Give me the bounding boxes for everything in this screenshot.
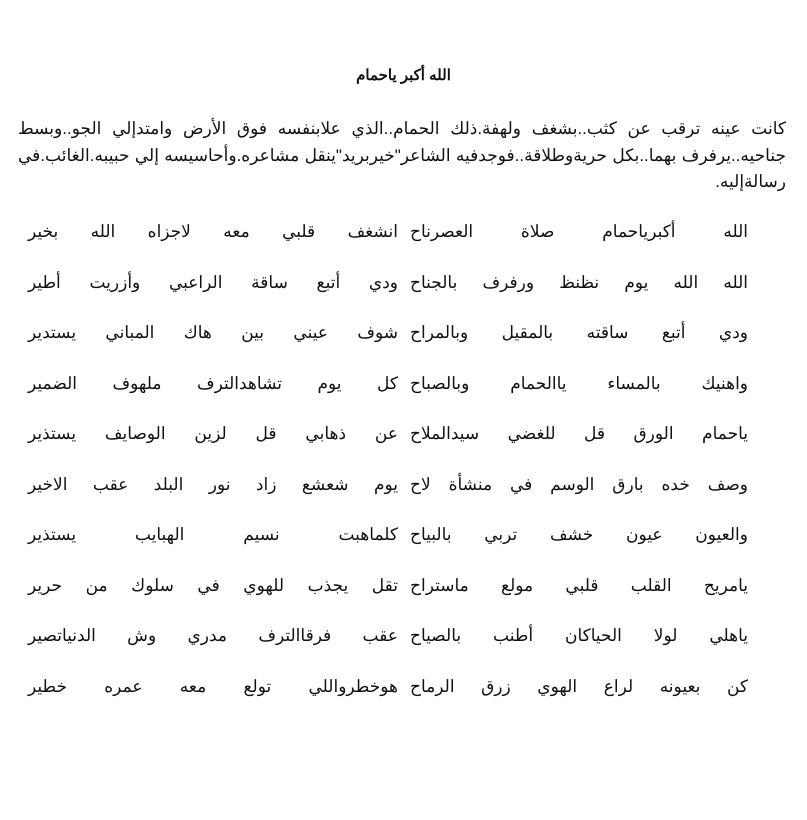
first-hemistich: وصف خده بارق الوسم في منشأة لاح	[410, 474, 748, 494]
first-hemistich: واهنيك بالمساء ياالحمام وبالصباح	[410, 373, 748, 393]
first-hemistich: ياهلي لولا الحياكان أطنب بالصياح	[410, 626, 748, 645]
second-hemistich: تقل يجذب للهوي في سلوك من حرير	[28, 575, 398, 595]
second-hemistich: كل يوم تشاهدالترف ملهوف الضمير	[28, 373, 398, 393]
second-hemistich: كلماهبت نسيم الهبايب يستذير	[28, 525, 398, 544]
verse	[28, 269, 748, 320]
verse	[28, 218, 748, 269]
intro-paragraph: كانت عينه ترقب عن كثب..بشغف ولهفة.ذلك الحمام..الذي علابنفسه فوق الأرض وامتدإلي الجو..وبسط جناحيه..يرفرف بهما..بكل حريةوطلاقة..فوجدفيه الشاعر"خيربريد"ينقل مشاعره.وأحاسيسه إلي حبيبه.الغائب.في رسالةإليه.	[18, 119, 786, 191]
second-hemistich: عقب فرقاالترف مدري وش الدنياتصير	[28, 626, 398, 645]
second-hemistich: هوخطرواللي تولع معه عمره خطير	[28, 676, 398, 696]
verse	[28, 572, 748, 623]
first-hemistich: ودي أتبع ساقته بالمقيل وبالمراح	[410, 323, 748, 342]
verse	[28, 319, 748, 370]
first-hemistich: يامريح القلب قلبي مولع ماستراح	[410, 575, 748, 595]
verse	[28, 622, 748, 673]
verse	[28, 370, 748, 421]
poem-verses	[28, 218, 748, 723]
second-hemistich: شوف عيني بين هاك المباني يستدير	[28, 323, 398, 342]
verse	[28, 420, 748, 471]
second-hemistich: يوم شعشع زاد نور البلد عقب الاخير	[28, 474, 398, 494]
second-hemistich: ودي أتبع ساقة الراعبي وأزريت أطير	[28, 272, 398, 292]
first-hemistich: والعيون عيون خشف تربي بالبياح	[410, 525, 748, 544]
first-hemistich: الله الله يوم نظنظ ورفرف بالجناح	[410, 272, 748, 292]
first-hemistich: كن بعيونه لراع الهوي زرق الرماح	[410, 676, 748, 696]
second-hemistich: انشغف قلبي معه لاجزاه الله بخير	[28, 222, 398, 241]
verse	[28, 471, 748, 522]
poem-title: الله أكبر ياحمام	[356, 67, 451, 84]
verse	[28, 673, 748, 724]
second-hemistich: عن ذهابي قل لزين الوصايف يستذير	[28, 424, 398, 443]
first-hemistich: ياحمام الورق قل للغضي سيدالملاح	[410, 424, 748, 443]
verse	[28, 521, 748, 572]
first-hemistich: الله أكبرياحمام صلاة العصرناح	[410, 222, 748, 241]
